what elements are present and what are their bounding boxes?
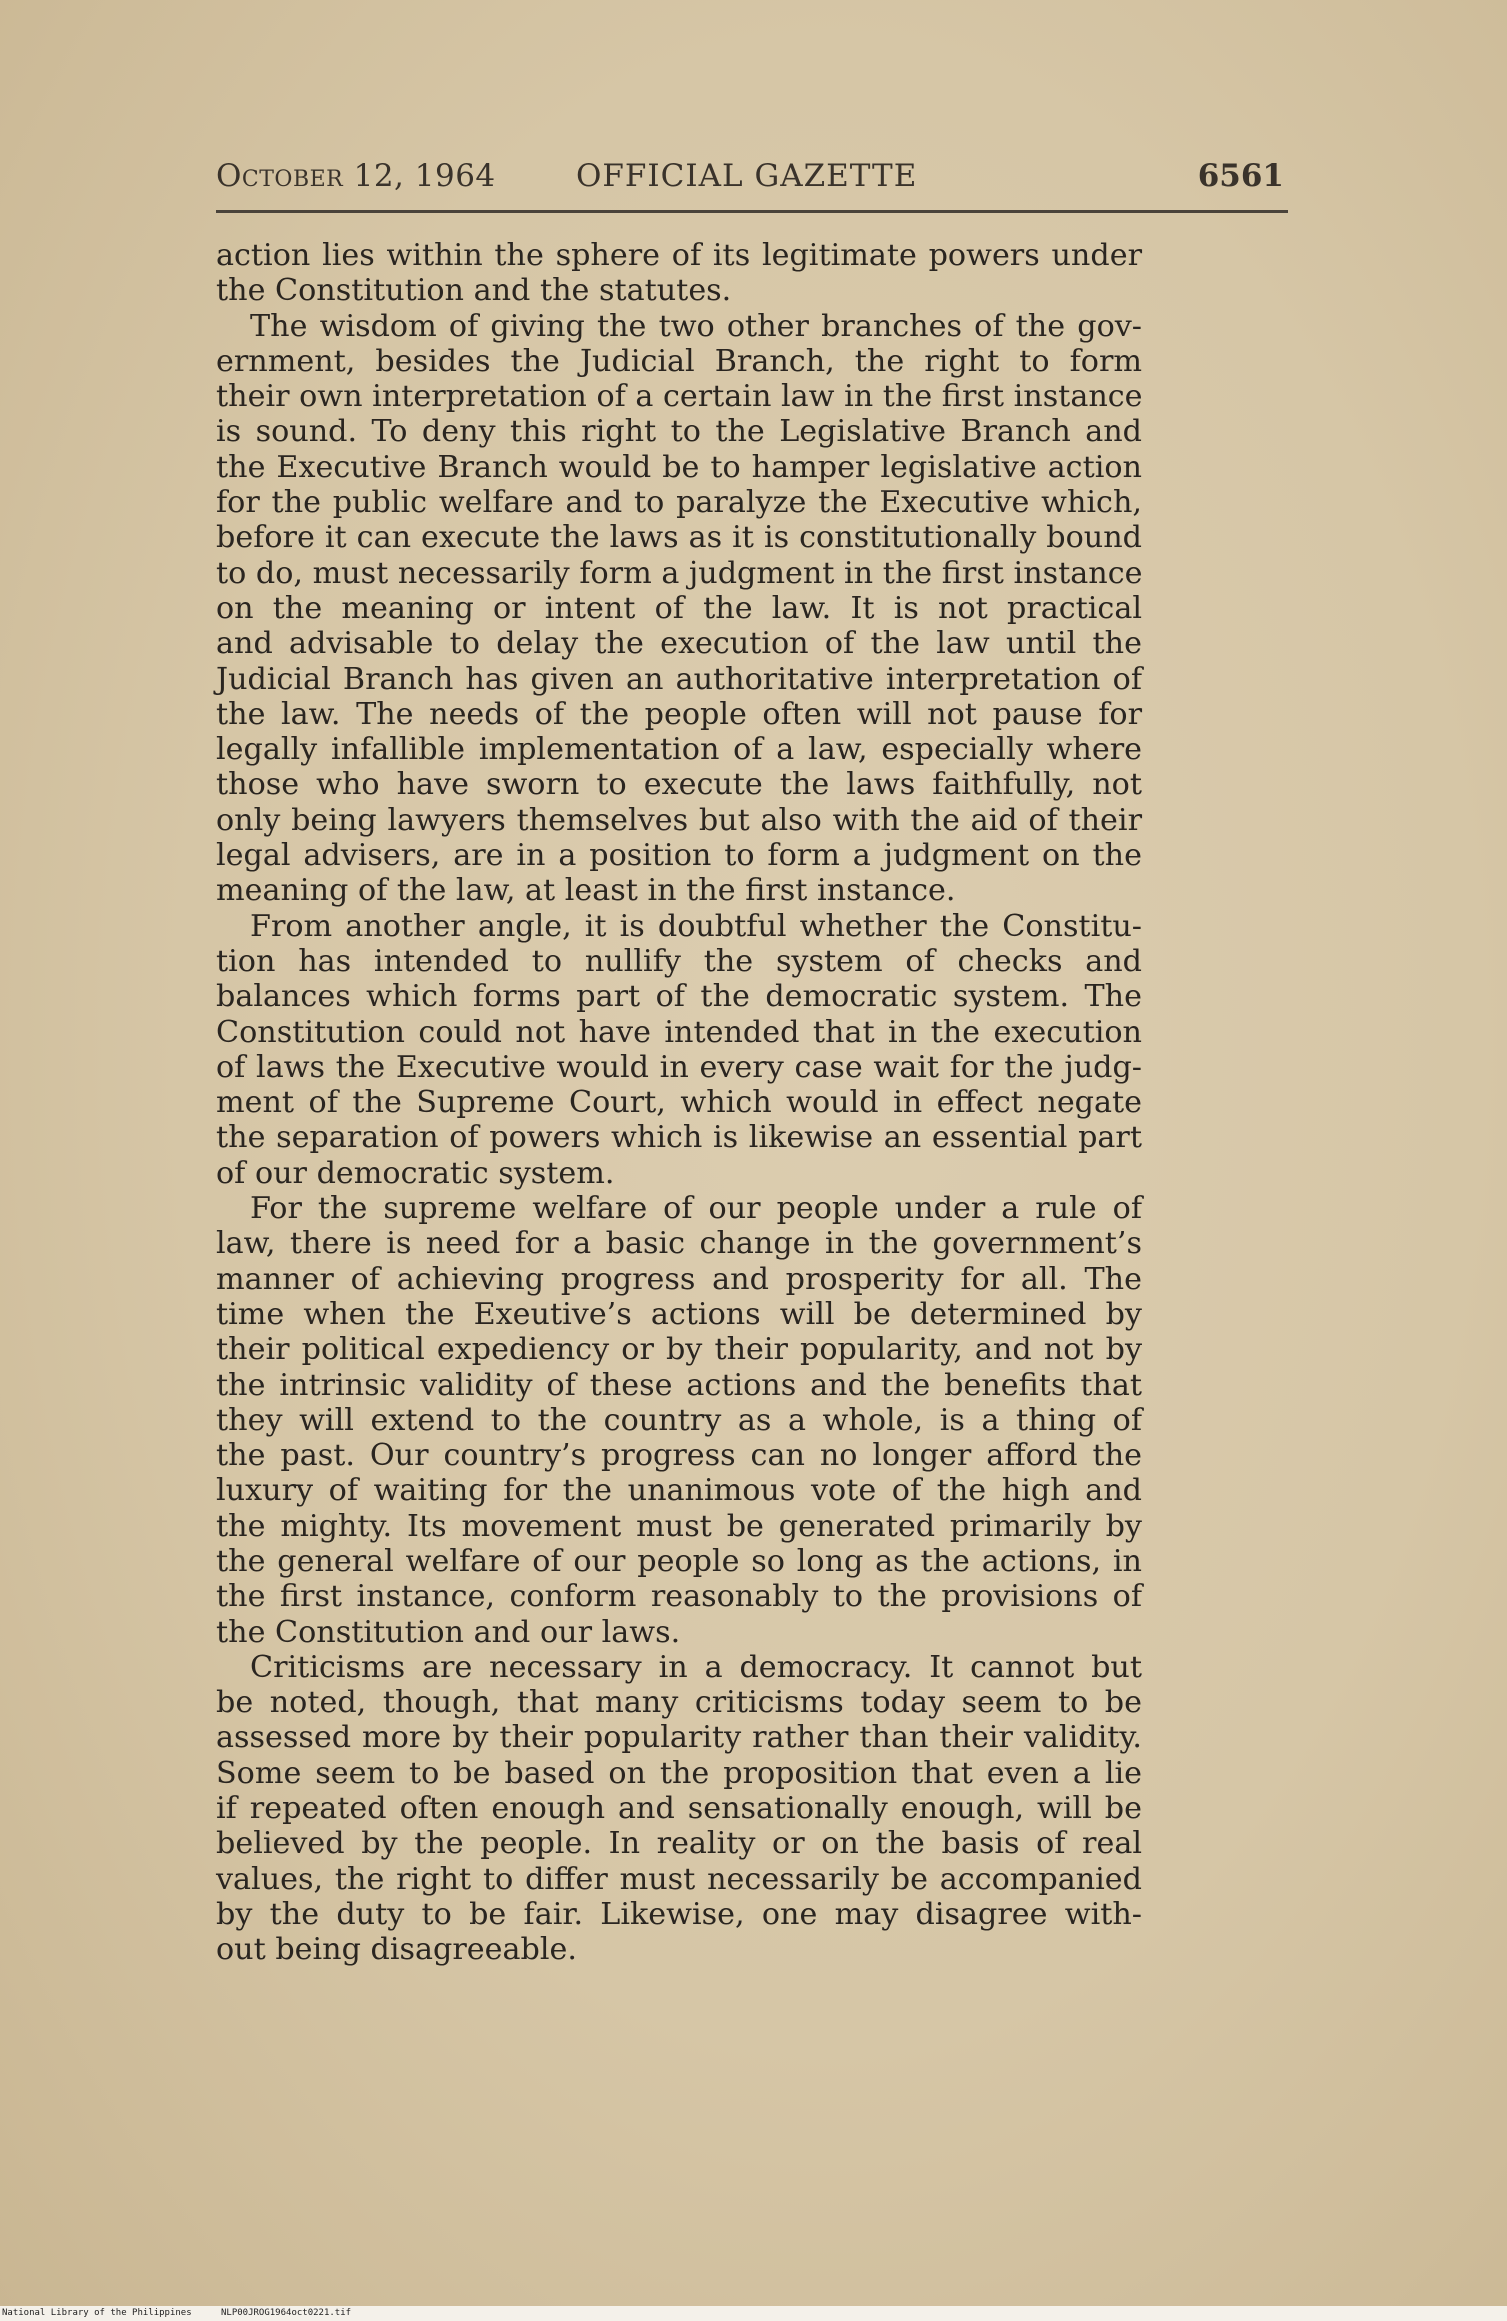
text-line: assessed more by their popularity rather than their validity. (216, 1720, 1142, 1756)
text-line: tion has intended to nullify the system of checks and (216, 943, 1142, 979)
text-line: values, the right to differ must necessarily be accompanied (216, 1861, 1142, 1897)
text-line: the intrinsic validity of these actions and the benefits that (216, 1367, 1142, 1403)
text-line: the separation of powers which is likewise an essential part (216, 1120, 1142, 1156)
text-line: From another angle, it is doubtful whether the Constitu- (250, 908, 1142, 944)
text-line: on the meaning or intent of the law. It is not practical (216, 590, 1142, 626)
text-line: For the supreme welfare of our people under a rule of (250, 1191, 1142, 1227)
paragraph (216, 1191, 1142, 1650)
header-date: October 12, 1964 (216, 158, 496, 194)
text-line: only being lawyers themselves but also with the aid of their (216, 802, 1142, 838)
header-rule (216, 210, 1288, 213)
text-line: for the public welfare and to paralyze the Executive which, (216, 485, 1142, 521)
text-line: balances which forms part of the democratic system. The (216, 979, 1142, 1015)
text-line: Constitution could not have intended that in the execution (216, 1014, 1142, 1050)
text-line: The wisdom of giving the two other branches of the gov- (250, 308, 1142, 344)
text-line: the Executive Branch would be to hamper legislative action (216, 449, 1142, 485)
paragraph (216, 1650, 1142, 1968)
text-line: they will extend to the country as a whole, is a thing of (216, 1402, 1142, 1438)
paragraph (216, 909, 1142, 1191)
text-line: of laws the Executive would in every case wait for the judg- (216, 1049, 1142, 1085)
page-number: 6561 (1197, 158, 1284, 194)
text-line: of our democratic system. (216, 1155, 615, 1191)
text-line: their political expediency or by their popularity, and not by (216, 1332, 1142, 1368)
paragraph (216, 309, 1142, 909)
text-line: their own interpretation of a certain law in the first instance (216, 379, 1143, 415)
text-line: be noted, though, that many criticisms today seem to be (216, 1685, 1142, 1721)
text-line: by the duty to be fair. Likewise, one may disagree with- (216, 1896, 1142, 1932)
text-line: legal advisers, are in a position to form a judgment on the (216, 838, 1142, 874)
text-line: the past. Our country’s progress can no longer afford the (216, 1438, 1142, 1474)
article-body (216, 238, 1142, 1968)
text-line: action lies within the sphere of its legitimate powers under (216, 238, 1142, 273)
text-line: is sound. To deny this right to the Legislative Branch and (216, 414, 1142, 450)
text-line: ernment, besides the Judicial Branch, the right to form (216, 343, 1142, 379)
text-line: and advisable to delay the execution of the law until the (216, 626, 1142, 662)
text-line: out being disagreeable. (216, 1932, 577, 1968)
text-line: believed by the people. In reality or on the basis of real (216, 1826, 1142, 1862)
text-line: legally infallible implementation of a law, especially where (216, 732, 1142, 768)
text-line: the mighty. Its movement must be generated primarily by (216, 1508, 1142, 1544)
text-line: time when the Exeutive’s actions will be determined by (216, 1296, 1142, 1332)
text-line: the law. The needs of the people often will not pause for (216, 696, 1142, 732)
page-header (216, 150, 1286, 198)
text-line: meaning of the law, at least in the first instance. (216, 873, 956, 909)
text-line: Some seem to be based on the proposition that even a lie (216, 1755, 1142, 1791)
text-line: Judicial Branch has given an authoritative interpretation of (216, 661, 1142, 697)
text-line: ment of the Supreme Court, which would in effect negate (216, 1085, 1142, 1121)
paragraph (216, 238, 1142, 309)
text-line: those who have sworn to execute the laws faithfully, not (216, 767, 1142, 803)
header-title: OFFICIAL GAZETTE (576, 158, 918, 194)
text-line: luxury of waiting for the unanimous vote of the high and (216, 1473, 1142, 1509)
footer-library: National Library of the Philippines (2, 2308, 192, 2318)
text-line: if repeated often enough and sensationally enough, will be (216, 1791, 1142, 1827)
text-line: the Constitution and our laws. (216, 1614, 681, 1650)
text-line: to do, must necessarily form a judgment in the first instance (216, 555, 1143, 591)
text-line: manner of achieving progress and prosperity for all. The (216, 1261, 1142, 1297)
text-line: law, there is need for a basic change in the government’s (216, 1226, 1142, 1262)
text-line: the general welfare of our people so long as the actions, in (216, 1543, 1142, 1579)
text-line: the Constitution and the statutes. (216, 273, 732, 309)
text-line: before it can execute the laws as it is constitutionally bound (216, 520, 1142, 556)
footer-filename: NLP00JROG1964oct0221.tif (221, 2308, 352, 2318)
text-line: Criticisms are necessary in a democracy. It cannot but (250, 1649, 1142, 1685)
text-line: the first instance, conform reasonably to the provisions of (216, 1579, 1142, 1615)
scan-footer (0, 2306, 1507, 2321)
